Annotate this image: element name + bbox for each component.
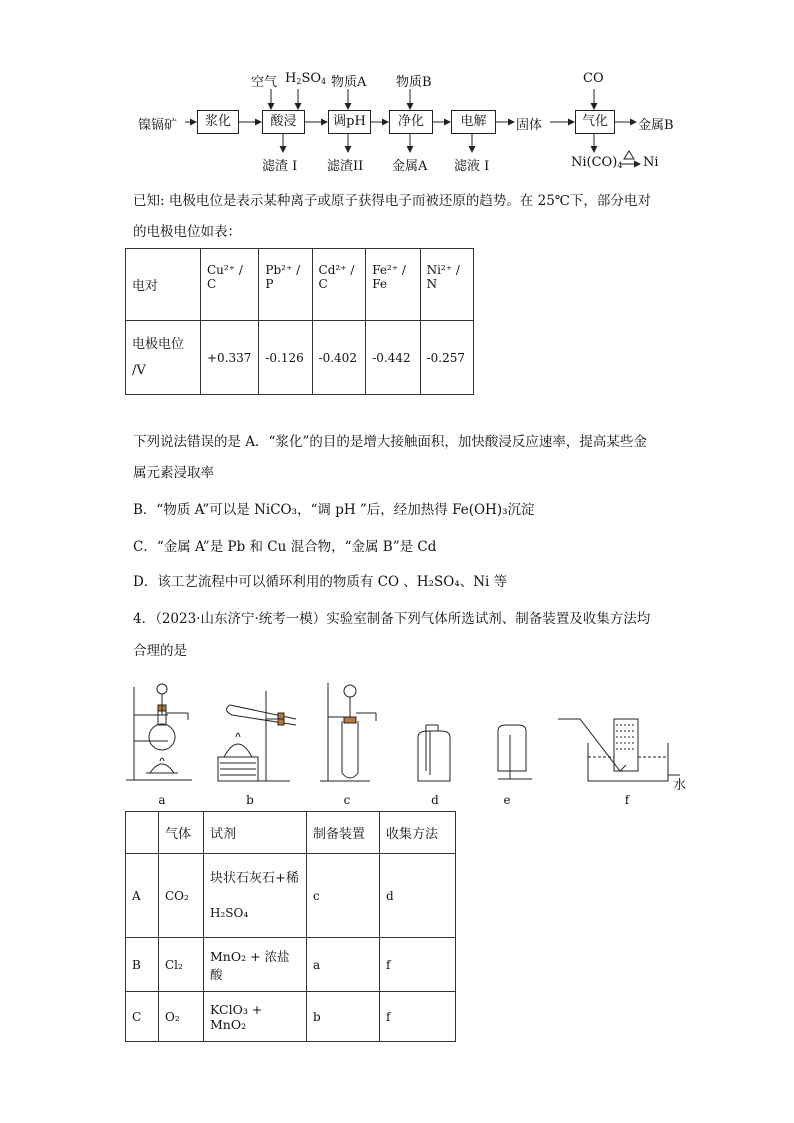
row-a-gas: CO₂ [159, 854, 204, 938]
potential-header: 电极电位 /V [126, 321, 201, 395]
known-line-1: 已知: 电极电位是表示某种离子或原子获得电子而被还原的趋势。在 25℃下，部分电对 [133, 193, 651, 209]
step-adjust-ph: 调pH [328, 110, 371, 134]
row-a-device: c [307, 854, 380, 938]
output-filtrate-1: 滤液 I [454, 159, 490, 174]
row-c-gas: O₂ [159, 992, 204, 1042]
flow-ore: 镍镉矿 [138, 118, 178, 133]
apparatus-label-b: b [246, 793, 254, 807]
table-row [126, 938, 456, 992]
table-row [126, 321, 474, 395]
step-purify: 净化 [389, 110, 433, 134]
row-a-option: A [126, 854, 159, 938]
potential-fe: -0.442 [366, 321, 420, 395]
apparatus-label-c: c [343, 793, 351, 807]
header-reagent: 试剂 [204, 812, 307, 854]
question-4-line-2: 合理的是 [133, 643, 187, 659]
apparatus-d [418, 725, 450, 781]
potential-ni: -0.257 [420, 321, 473, 395]
pair-fe: Fe²⁺ / Fe [366, 249, 420, 321]
header-gas: 气体 [159, 812, 204, 854]
apparatus-c [320, 683, 376, 781]
row-b-collection: f [380, 938, 456, 992]
apparatus-f [558, 719, 680, 781]
flow-metal-b: 金属B [638, 118, 674, 133]
apparatus-label-e: e [503, 793, 511, 807]
potential-pb: -0.126 [259, 321, 312, 395]
question-4-line-1: 4．（2023·山东济宁·统考一模）实验室制备下列气体所选试剂、制备装置及收集方法均 [133, 611, 651, 627]
apparatus-diagram [120, 675, 710, 795]
row-b-gas: Cl₂ [159, 938, 204, 992]
pair-ni: Ni²⁺ / N [420, 249, 473, 321]
step-gasify: 气化 [575, 110, 615, 134]
input-air: 空气 [251, 75, 278, 90]
row-b-option: B [126, 938, 159, 992]
input-material-a: 物质A [331, 75, 367, 90]
apparatus-label-d: d [431, 793, 439, 807]
row-a-reagent: 块状石灰石+稀 H₂SO₄ [204, 854, 307, 938]
step-electrolysis: 电解 [451, 110, 496, 134]
output-slag-1: 滤渣 I [262, 159, 298, 174]
header-collection: 收集方法 [380, 812, 456, 854]
step-acid-leach: 酸浸 [262, 110, 305, 134]
apparatus-e [498, 725, 532, 779]
option-b: B．“物质 A”可以是 NiCO₃，“调 pH ”后，经加热得 Fe(OH)₃沉淀 [133, 502, 535, 518]
row-c-collection: f [380, 992, 456, 1042]
table-row [126, 854, 456, 938]
known-line-2: 的电极电位如表： [133, 224, 241, 240]
option-c: C．“金属 A”是 Pb 和 Cu 混合物，“金属 B”是 Cd [133, 539, 437, 555]
input-acid: $H_2SO_4$ [285, 71, 327, 86]
option-a-line-2: 属元素浸取率 [133, 465, 214, 481]
apparatus-label-a: a [158, 793, 166, 807]
apparatus-b [218, 691, 296, 781]
row-b-reagent: MnO₂ + 浓盐酸 [204, 938, 307, 992]
pair-pb: Pb²⁺ / P [259, 249, 312, 321]
potential-table [125, 248, 474, 395]
pair-header: 电对 [126, 249, 201, 321]
step-slurry: 浆化 [197, 110, 239, 134]
apparatus-a [126, 684, 192, 780]
water-label: 水 [673, 778, 687, 793]
input-co: CO [583, 71, 604, 86]
row-c-option: C [126, 992, 159, 1042]
potential-cu: +0.337 [201, 321, 259, 395]
output-nickel-carbonyl: $Ni(CO)_4$ [571, 155, 623, 170]
gas-table [125, 811, 456, 1042]
output-nickel: Ni [643, 155, 659, 170]
flow-solid: 固体 [516, 118, 543, 133]
row-b-device: a [307, 938, 380, 992]
apparatus-label-f: f [624, 793, 630, 807]
row-c-reagent: KClO₃ + MnO₂ [204, 992, 307, 1042]
header-option [126, 812, 159, 854]
table-row [126, 249, 474, 321]
pair-cd: Cd²⁺ / C [312, 249, 366, 321]
table-row [126, 992, 456, 1042]
table-row [126, 812, 456, 854]
option-a-line-1: 下列说法错误的是 A．“浆化”的目的是增大接触面积，加快酸浸反应速率，提高某些金 [133, 434, 647, 450]
input-material-b: 物质B [396, 75, 432, 90]
row-a-collection: d [380, 854, 456, 938]
output-metal-a: 金属A [392, 159, 428, 174]
option-d: D．该工艺流程中可以循环利用的物质有 CO 、H₂SO₄、Ni 等 [133, 574, 508, 590]
header-device: 制备装置 [307, 812, 380, 854]
output-slag-2: 滤渣II [327, 159, 364, 174]
potential-cd: -0.402 [312, 321, 366, 395]
pair-cu: Cu²⁺ / C [201, 249, 259, 321]
row-c-device: b [307, 992, 380, 1042]
